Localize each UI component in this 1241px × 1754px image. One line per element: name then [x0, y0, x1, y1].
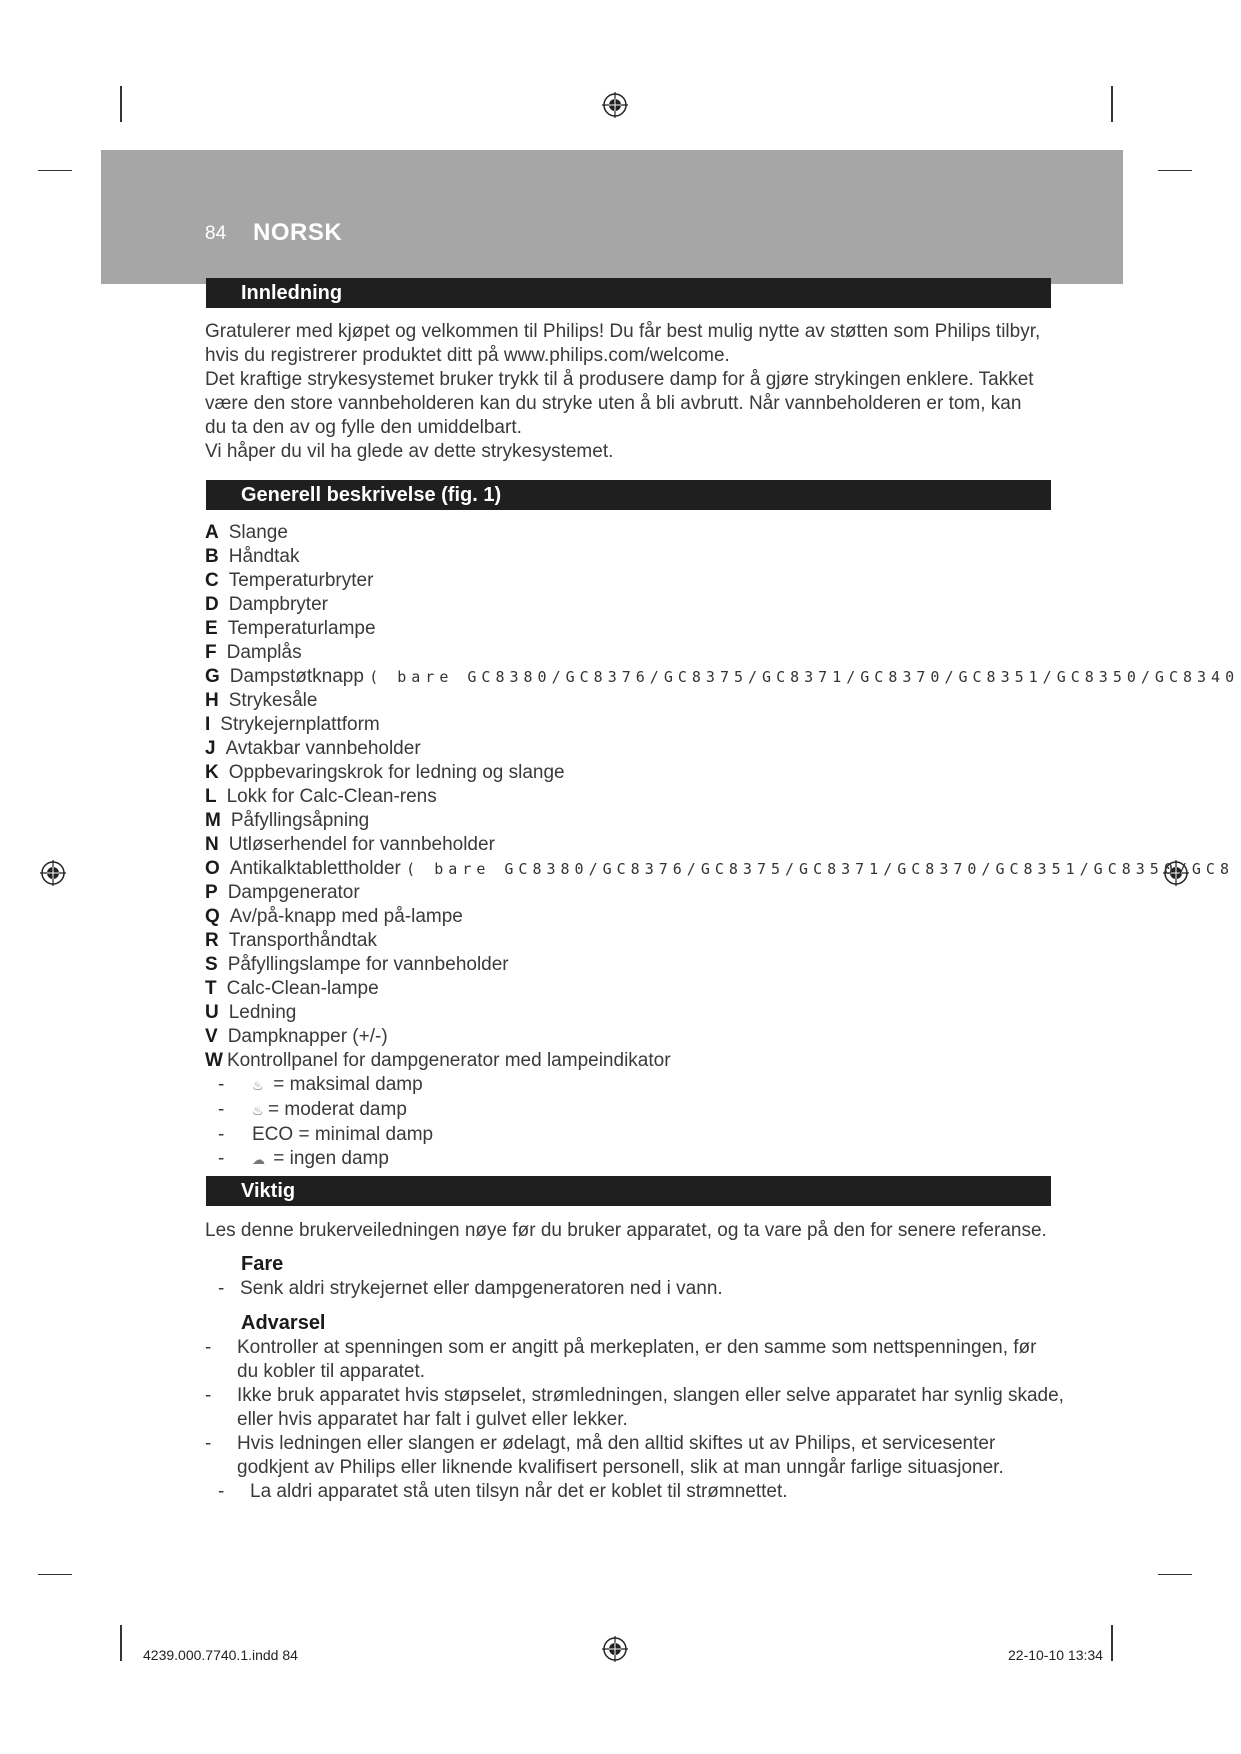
- part-label: Damplås: [226, 642, 302, 663]
- part-label: Antikalktablettholder: [229, 858, 401, 879]
- part-label: Påfyllingsåpning: [230, 810, 370, 831]
- page-header-band: [101, 150, 1123, 284]
- section-heading-important: Viktig: [206, 1176, 1051, 1206]
- part-label: Håndtak: [228, 546, 300, 567]
- part-label: Av/på-knapp med på-lampe: [229, 906, 463, 927]
- part-label: Dampstøtknapp: [229, 666, 364, 687]
- crop-mark: [1158, 170, 1192, 171]
- list-item: [205, 809, 1241, 833]
- section-heading-general-description: Generell beskrivelse (fig. 1): [206, 480, 1051, 510]
- part-label: Avtakbar vannbeholder: [225, 738, 421, 759]
- part-key: F: [205, 642, 217, 663]
- intro-line: Vi håper du vil ha glede av dette strykesystemet.: [205, 441, 614, 462]
- warning-text: Kontroller at spenningen som er angitt på merkeplaten, er den samme som nettspenningen, før: [237, 1337, 1037, 1358]
- part-label: Utløserhendel for vannbeholder: [228, 834, 495, 855]
- part-key: L: [205, 786, 217, 807]
- list-item: - Ikke bruk apparatet hvis støpselet, strømledningen, slangen eller selve apparatet har synlig skade, eller hvis apparatet har falt i gulvet eller lekker.: [205, 1385, 1064, 1430]
- model-note: ( bare GC8380/GC8376/GC8375/GC8371/GC8370/GC8351/GC8350/GC8340: [369, 668, 1240, 686]
- important-intro: Les denne brukerveiledningen nøye før du bruker apparatet, og ta vare på den for senere referanse.: [205, 1220, 1047, 1241]
- list-item: - ♨ = moderat damp: [218, 1098, 433, 1123]
- danger-heading: Fare: [241, 1253, 284, 1275]
- part-label: Dampknapper (+/-): [227, 1026, 388, 1047]
- list-item: [205, 593, 1241, 617]
- footer-timestamp: 22-10-10 13:34: [1008, 1647, 1103, 1663]
- part-key: E: [205, 618, 218, 639]
- part-label: Calc-Clean-lampe: [226, 978, 379, 999]
- list-item: - Hvis ledningen eller slangen er ødelagt, må den alltid skiftes ut av Philips, et servicesenter godkjent av Philips eller liknende kvalifisert personell, slik at man unngår farlige situasjoner.: [205, 1432, 1065, 1480]
- part-key: U: [205, 1002, 219, 1023]
- footer-file-info: 4239.000.7740.1.indd 84: [143, 1647, 298, 1663]
- max-steam-icon: ♨: [252, 1078, 264, 1093]
- crop-mark: [38, 1574, 72, 1575]
- list-item: [205, 857, 1241, 881]
- part-label: Oppbevaringskrok for ledning og slange: [228, 762, 565, 783]
- part-key: G: [205, 666, 220, 687]
- part-key: A: [205, 522, 219, 543]
- list-item: [205, 833, 1241, 857]
- language-heading: NORSK: [253, 219, 343, 246]
- list-item: [205, 1049, 1241, 1073]
- steam-level-text: = ingen damp: [273, 1148, 389, 1169]
- registration-mark-icon: [602, 92, 628, 118]
- part-key: B: [205, 546, 219, 567]
- part-key: W: [205, 1050, 223, 1071]
- part-key: P: [205, 882, 218, 903]
- part-key: S: [205, 954, 218, 975]
- list-item: - ☁ = ingen damp: [218, 1147, 433, 1172]
- part-label: Slange: [228, 522, 288, 543]
- list-item: [205, 713, 1241, 737]
- part-key: V: [205, 1026, 218, 1047]
- part-label: Påfyllingslampe for vannbeholder: [227, 954, 509, 975]
- steam-level-text: = moderat damp: [268, 1099, 407, 1120]
- crop-mark: [1111, 86, 1113, 122]
- warning-text: eller hvis apparatet har falt i gulvet eller lekker.: [237, 1409, 628, 1430]
- intro-line: være den store vannbeholderen kan du stryke uten å bli avbrutt. Når vannbeholderen er tom, kan: [205, 393, 1022, 414]
- intro-line: Det kraftige strykesystemet bruker trykk til å produsere damp for å gjøre strykingen enklere. Takket: [205, 369, 1034, 390]
- crop-mark: [1158, 1574, 1192, 1575]
- list-item: [205, 881, 1241, 905]
- list-item: - Senk aldri strykejernet eller dampgeneratoren ned i vann.: [205, 1277, 1065, 1301]
- registration-mark-icon: [602, 1636, 628, 1662]
- list-item: - Kontroller at spenningen som er angitt på merkeplaten, er den samme som nettspenningen, før du kobler til apparatet.: [205, 1336, 1065, 1384]
- danger-text: Senk aldri strykejernet eller dampgeneratoren ned i vann.: [240, 1278, 723, 1299]
- part-label: Dampgenerator: [227, 882, 360, 903]
- list-item: - La aldri apparatet stå uten tilsyn når det er koblet til strømnettet.: [205, 1480, 1065, 1504]
- list-item: - ECO = minimal damp: [218, 1124, 434, 1145]
- steam-level-text: ECO = minimal damp: [252, 1124, 434, 1145]
- list-item: [205, 641, 1241, 665]
- steam-level-text: = maksimal damp: [273, 1074, 423, 1095]
- part-label: Strykejernplattform: [220, 714, 380, 735]
- part-label: Temperaturlampe: [227, 618, 376, 639]
- warning-text: du kobler til apparatet.: [237, 1361, 426, 1382]
- part-label: Dampbryter: [228, 594, 328, 615]
- list-item: - ♨ = maksimal damp: [218, 1073, 433, 1098]
- warning-text: Ikke bruk apparatet hvis støpselet, strømledningen, slangen eller selve apparatet har synlig skade,: [237, 1385, 1064, 1406]
- intro-line: du ta den av og fylle den umiddelbart.: [205, 417, 522, 438]
- warning-heading: Advarsel: [241, 1312, 326, 1334]
- list-item: [205, 569, 1241, 593]
- part-label: Temperaturbryter: [228, 570, 374, 591]
- registration-mark-icon: [40, 860, 66, 886]
- part-label: Strykesåle: [228, 690, 318, 711]
- page-number: 84: [205, 223, 227, 244]
- intro-line: Gratulerer med kjøpet og velkommen til Philips! Du får best mulig nytte av støtten som Philips tilbyr,: [205, 321, 1041, 342]
- list-item: [205, 521, 1241, 545]
- part-key: M: [205, 810, 221, 831]
- intro-paragraph: [205, 320, 1065, 464]
- no-steam-icon: ☁: [252, 1152, 265, 1167]
- crop-mark: [38, 170, 72, 171]
- intro-line: hvis du registrerer produktet ditt på www.philips.com/welcome.: [205, 345, 730, 366]
- list-item: [205, 785, 1241, 809]
- part-key: J: [205, 738, 216, 759]
- list-item: [205, 953, 1241, 977]
- list-item: [205, 1025, 1241, 1049]
- crop-mark: [120, 1625, 122, 1661]
- steam-level-list: [218, 1073, 433, 1172]
- list-item: [205, 545, 1241, 569]
- list-item: [205, 689, 1241, 713]
- crop-mark: [1111, 1625, 1113, 1661]
- list-item: [205, 905, 1241, 929]
- part-key: K: [205, 762, 219, 783]
- list-item: [205, 617, 1241, 641]
- part-key: H: [205, 690, 219, 711]
- list-item: [205, 1001, 1241, 1025]
- part-key: C: [205, 570, 219, 591]
- part-label: Lokk for Calc-Clean-rens: [226, 786, 437, 807]
- warning-text: La aldri apparatet stå uten tilsyn når det er koblet til strømnettet.: [250, 1481, 788, 1502]
- part-key: D: [205, 594, 219, 615]
- warning-text: Hvis ledningen eller slangen er ødelagt, må den alltid skiftes ut av Philips, et servicesenter: [237, 1433, 996, 1454]
- section-heading-intro: Innledning: [206, 278, 1051, 308]
- part-key: N: [205, 834, 219, 855]
- part-label: Transporthåndtak: [228, 930, 377, 951]
- model-note: ( bare GC8380/GC8376/GC8375/GC8371/GC8370/GC8351/GC8350/GC8: [406, 860, 1234, 878]
- part-label: Kontrollpanel for dampgenerator med lampeindikator: [226, 1050, 671, 1071]
- moderate-steam-icon: ♨: [252, 1103, 264, 1118]
- list-item: [205, 761, 1241, 785]
- list-item: [205, 929, 1241, 953]
- crop-mark: [120, 86, 122, 122]
- list-item: [205, 665, 1241, 689]
- list-item: [205, 977, 1241, 1001]
- warning-text: godkjent av Philips eller liknende kvalifisert personell, slik at man unngår farlige situasjoner.: [237, 1457, 1004, 1478]
- list-item: [205, 737, 1241, 761]
- part-key: Q: [205, 906, 220, 927]
- parts-list: [205, 521, 1241, 1073]
- part-label: Ledning: [228, 1002, 297, 1023]
- part-key: T: [205, 978, 217, 999]
- part-key: I: [205, 714, 211, 735]
- part-key: O: [205, 858, 220, 879]
- part-key: R: [205, 930, 219, 951]
